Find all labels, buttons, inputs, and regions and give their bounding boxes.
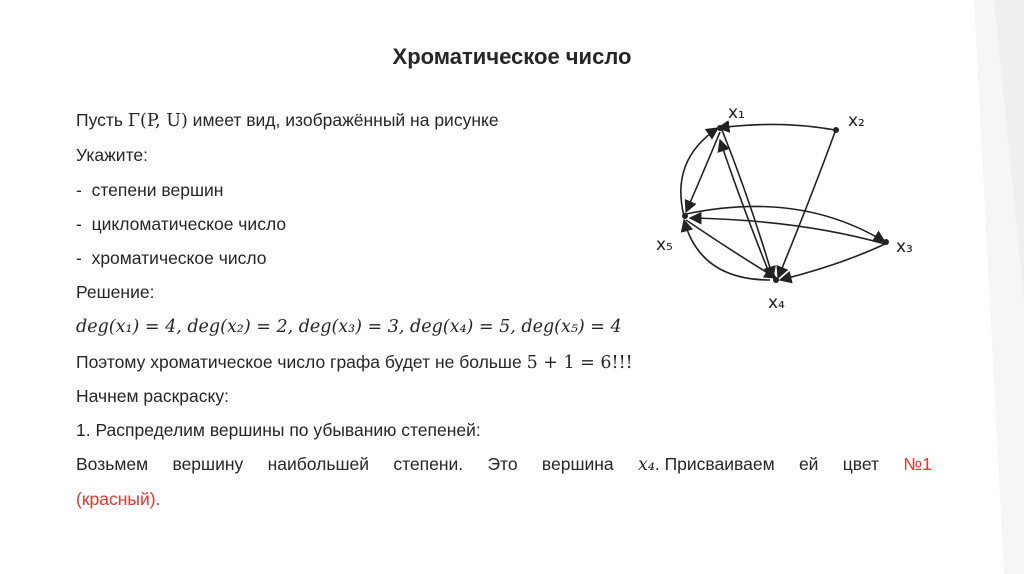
word: наибольшей: [267, 454, 369, 474]
vertex-point-x5: [682, 213, 688, 219]
color-name: (красный).: [76, 489, 161, 509]
vertex-point-x3: [883, 239, 889, 245]
edge-x5-x1: [681, 128, 718, 216]
vertex-with-assign: [638, 452, 775, 477]
word: степени.: [393, 454, 464, 474]
graph-drawing: [640, 90, 940, 320]
vertex-label-x2: x₂: [848, 111, 865, 131]
intro-word: Пусть: [76, 110, 124, 130]
word: цвет: [842, 454, 880, 474]
vertex-point-x1: [717, 125, 723, 131]
bullet-item: [76, 246, 267, 270]
edge-x1-x4a: [722, 130, 773, 278]
vertex-point-x4: [773, 277, 779, 283]
task-heading: Укажите:: [76, 145, 148, 165]
word: вершину: [172, 454, 244, 474]
word: Возьмем: [76, 454, 149, 474]
bullet-degrees: степени вершин: [91, 180, 224, 200]
conclusion-text: Поэтому хроматическое число графа будет не больше: [76, 352, 522, 372]
vertex-label-x5: x₅: [656, 235, 673, 255]
intro-rest: имеет вид, изображённый на рисунке: [192, 110, 499, 130]
graph-notation: Γ(P, U): [127, 111, 188, 131]
corner-decoration: [964, 0, 1024, 574]
slide-title: Хроматическое число: [392, 44, 632, 69]
vertex-label-x4: x₄: [768, 293, 785, 313]
step-one: 1. Распределим вершины по убыванию степеней:: [76, 420, 481, 440]
edge-x3-x4: [780, 244, 885, 280]
edge-x2-x4: [778, 132, 835, 278]
bullet-item: [76, 212, 286, 236]
coloring-start: Начнем раскраску:: [76, 386, 229, 406]
conclusion-formula: 5 + 1 = 6: [526, 353, 612, 373]
edge-x3-x5: [690, 218, 885, 244]
conclusion-line: [76, 350, 633, 375]
edge-x2-x1: [718, 124, 835, 130]
solution-heading: Решение:: [76, 282, 155, 302]
bullet-cyclomatic: цикломатическое число: [91, 214, 287, 234]
word: ей: [798, 454, 819, 474]
word: . Присваиваем: [654, 454, 775, 474]
color-number: №1: [903, 454, 932, 474]
take-vertex-line: [76, 452, 932, 477]
edge-x4-x1: [720, 140, 768, 270]
bullet-dash: -: [76, 180, 82, 200]
bullet-chromatic: хроматическое число: [91, 248, 267, 268]
word: Это: [487, 454, 518, 474]
vertex-point-x2: [833, 127, 839, 133]
word: вершина: [541, 454, 614, 474]
intro-line: [76, 108, 499, 133]
degrees-formula: deg(x₁) = 4, deg(x₂) = 2, deg(x₃) = 3, deg(x₄) = 5, deg(x₅) = 4: [76, 317, 622, 337]
conclusion-exclamation: !!!: [611, 353, 633, 373]
vertex-label-x1: x₁: [728, 103, 745, 123]
edge-x5-x4: [686, 220, 776, 278]
vertex-label-x3: x₃: [896, 237, 913, 257]
bullet-dash: -: [76, 248, 82, 268]
vertex-x4: x₄: [637, 455, 655, 475]
edge-x1-x5: [686, 132, 720, 212]
bullet-item: [76, 178, 223, 202]
bullet-dash: -: [76, 214, 82, 234]
